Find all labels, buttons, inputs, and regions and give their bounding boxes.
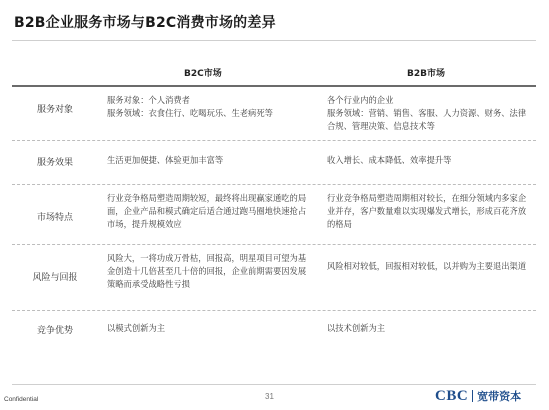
column-header-b2c: B2C市场 [184, 69, 222, 79]
b2c-cell: 服务对象：个人消费者 服务领域：衣食住行、吃喝玩乐、生老病死等 [107, 95, 273, 118]
row-label: 服务对象 [36, 105, 73, 115]
comparison-table [12, 60, 536, 336]
b2b-cell: 各个行业内的企业 服务领域：营销、销售、客服、人力资源、财务、法律合规、管理决策、信息技术等 [327, 95, 527, 131]
b2c-cell: 以模式创新为主 [107, 323, 166, 333]
title-divider [12, 40, 536, 41]
row-divider [12, 140, 536, 141]
page-title: B2B企业服务市场与B2C消费市场的差异 [14, 15, 276, 31]
header-divider [12, 85, 536, 87]
footer-divider [12, 384, 536, 385]
row-divider [12, 310, 536, 311]
b2c-cell: 生活更加便捷、体验更加丰富等 [107, 155, 224, 165]
logo-mark: CBC [435, 387, 469, 404]
row-label: 服务效果 [36, 158, 73, 168]
row-divider [12, 184, 536, 185]
logo-divider [472, 390, 473, 402]
row-label: 风险与回报 [32, 273, 78, 283]
confidential-label: Confidential [4, 396, 39, 403]
b2b-cell: 以技术创新为主 [327, 323, 386, 333]
page-number: 31 [265, 392, 274, 401]
row-label: 市场特点 [36, 213, 73, 223]
b2c-cell: 行业竞争格局塑造周期较短，最终将出现赢家通吃的局面，企业产品和模式确定后适合通过跑马圈地快速抢占市场，提升规模效应 [107, 193, 307, 229]
b2b-cell: 风险相对较低，回报相对较低，以并购为主要退出渠道 [327, 261, 527, 271]
row-divider [12, 244, 536, 245]
cbc-logo [435, 388, 521, 404]
row-label: 竞争优势 [36, 326, 73, 336]
table-header [12, 60, 536, 86]
b2b-cell: 行业竞争格局塑造周期相对较长，在细分领域内多家企业并存，客户数量难以实现爆发式增长，形成百花齐放的格局 [327, 193, 527, 229]
b2c-cell: 风险大，一将功成万骨枯，回报高，明星项目可望为基金创造十几倍甚至几十倍的回报，企业前期需要因发展策略而承受战略性亏损 [107, 253, 307, 289]
column-header-b2b: B2B市场 [407, 69, 445, 79]
logo-name: 宽带资本 [477, 390, 522, 403]
b2b-cell: 收入增长、成本降低、效率提升等 [327, 155, 452, 165]
